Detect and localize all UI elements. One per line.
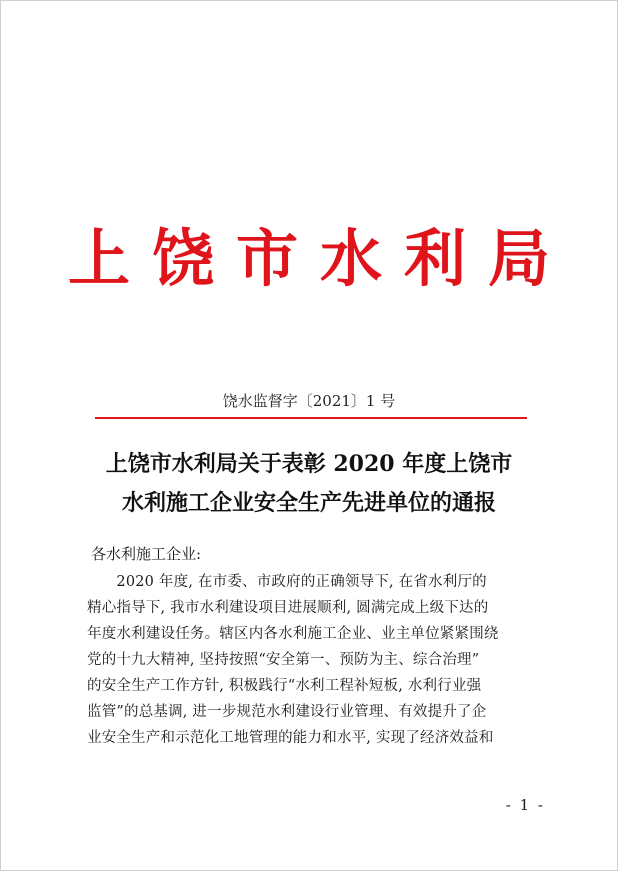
addressee: 各水利施工企业: bbox=[91, 545, 202, 563]
body-line: 的安全生产工作方针, 积极践行“水利工程补短板, 水利行业强 bbox=[87, 678, 482, 694]
document-title bbox=[1, 445, 617, 523]
organization-title: 上饶市水利局 bbox=[67, 222, 572, 295]
body-line: 精心指导下, 我市水利建设项目进展顺利, 圆满完成上级下达的 bbox=[87, 600, 489, 616]
red-divider-line bbox=[95, 417, 527, 419]
body-line: 监管”的总基调, 进一步规范水利建设行业管理、有效提升了企 bbox=[87, 704, 487, 720]
page-number: - 1 - bbox=[505, 796, 545, 814]
title-line-2: 水利施工企业安全生产先进单位的通报 bbox=[121, 490, 496, 516]
body-line: 2020 年度, 在市委、市政府的正确领导下, 在省水利厅的 bbox=[87, 574, 487, 590]
document-number: 饶水监督字〔2021〕1 号 bbox=[222, 392, 396, 410]
body-line: 业安全生产和示范化工地管理的能力和水平, 实现了经济效益和 bbox=[87, 730, 494, 746]
body-paragraph bbox=[87, 569, 539, 751]
body-line: 党的十九大精神, 坚持按照“安全第一、预防为主、综合治理” bbox=[87, 652, 480, 668]
body-line: 年度水利建设任务。辖区内各水利施工企业、业主单位紧紧围绕 bbox=[87, 626, 499, 642]
title-line-1: 上饶市水利局关于表彰 2020 年度上饶市 bbox=[105, 451, 513, 477]
